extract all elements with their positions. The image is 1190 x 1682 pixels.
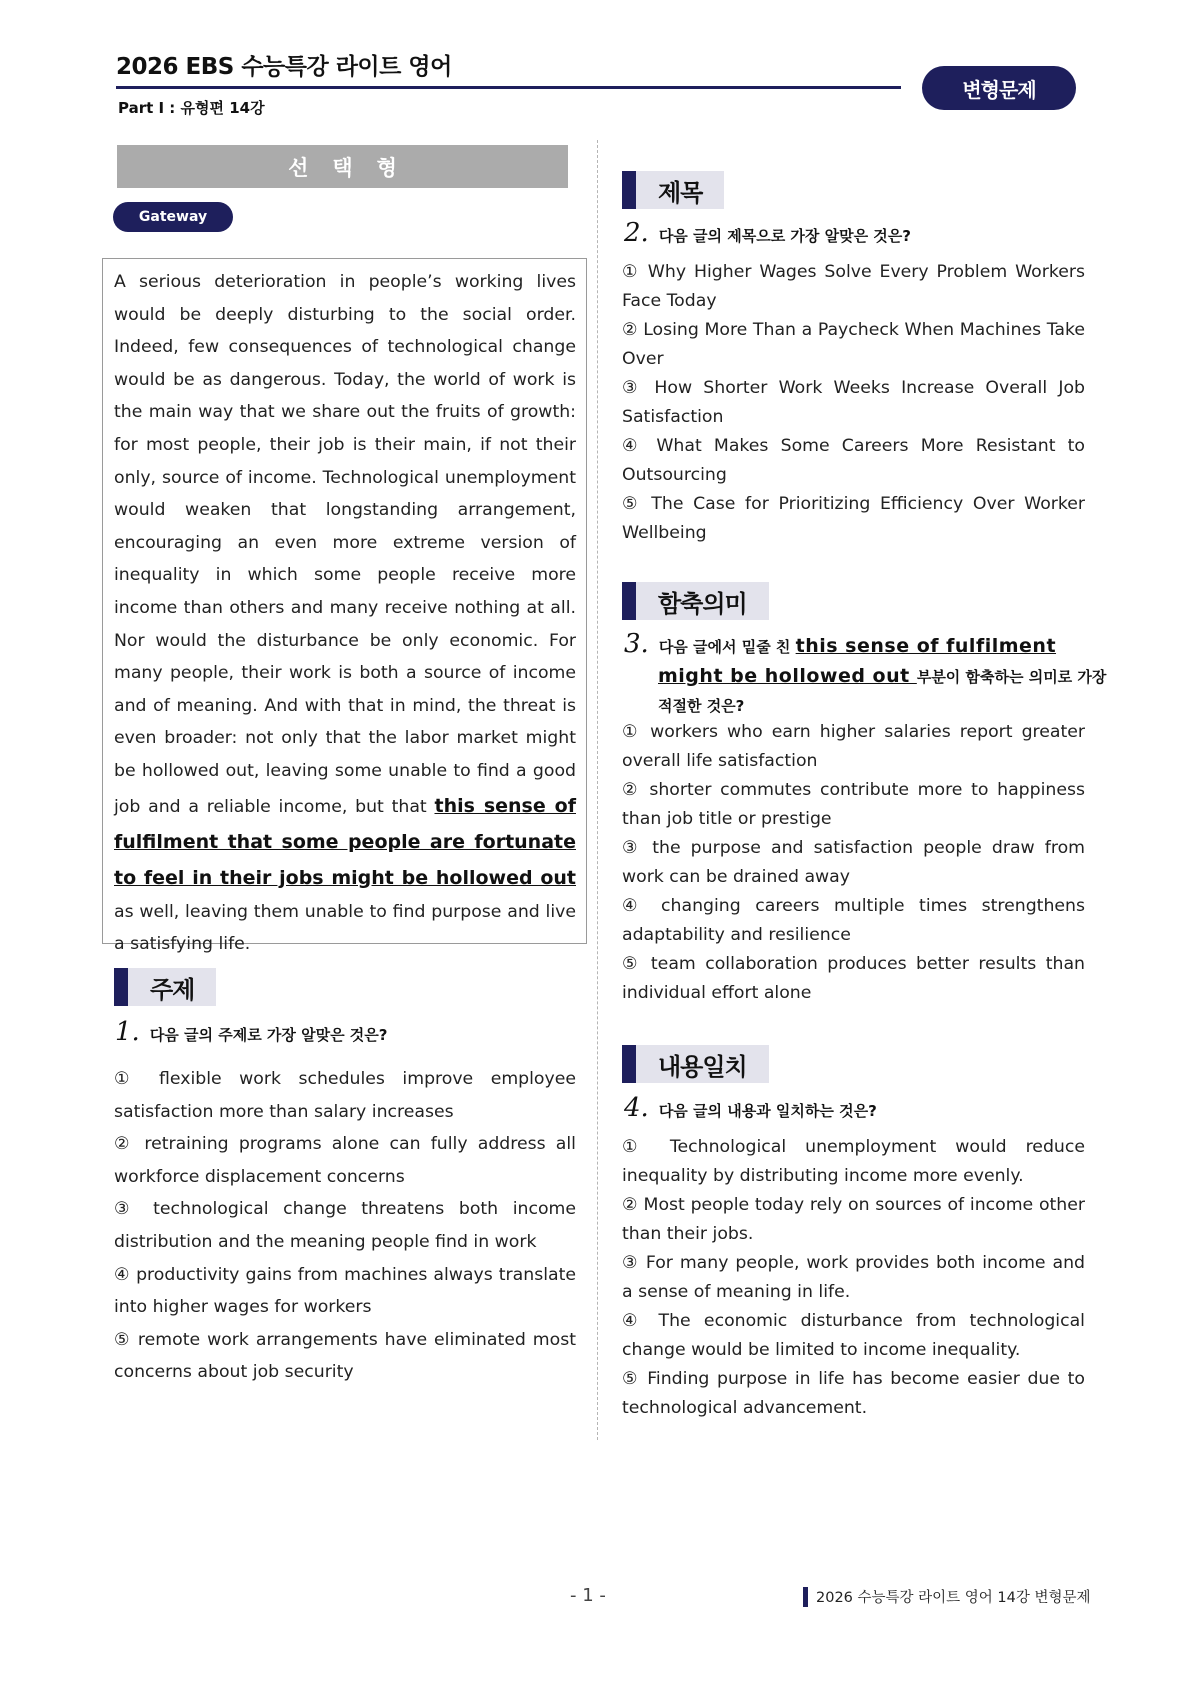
question-3 (624, 630, 1121, 721)
page-number: - 1 - (570, 1585, 606, 1606)
passage-underlined-phrase: this sense of fulfilment that some people are fortunate to feel in their jobs might be hollowed out (114, 794, 576, 889)
section-header-title (622, 171, 724, 209)
question-text: 다음 글의 제목으로 가장 알맞은 것은? (658, 227, 911, 245)
option[interactable]: ③ technological change threatens both income distribution and the meaning people find in work (114, 1199, 576, 1252)
option[interactable]: ② Losing More Than a Paycheck When Machines Take Over (622, 320, 1085, 369)
selection-type-banner: 선택형 (117, 145, 568, 188)
option[interactable]: ⑤ Finding purpose in life has become easier due to technological advancement. (622, 1369, 1085, 1418)
section-marker (622, 582, 636, 620)
option[interactable]: ② shorter commutes contribute more to happiness than job title or prestige (622, 780, 1085, 829)
option[interactable]: ② Most people today rely on sources of income other than their jobs. (622, 1195, 1085, 1244)
option[interactable]: ③ For many people, work provides both income and a sense of meaning in life. (622, 1253, 1085, 1302)
variant-badge: 변형문제 (922, 66, 1076, 110)
section-marker (114, 968, 128, 1006)
part-label: Part Ⅰ : 유형편 14강 (118, 99, 265, 117)
passage-before: A serious deterioration in people’s working lives would be deeply disturbing to the social order. Indeed, few consequences of technological change would be as dangerous. Today, the world of work is the main way that we share out the fruits of growth: for most people, their job is their main, if not their only, source of income. Technological unemployment would weaken that longstanding arrangement, encouraging an even more extreme version of inequality in which some people receive more income than others and many receive nothing at all. Nor would the disturbance be only economic. For many people, their work is both a source of income and of meaning. And with that in mind, the threat is even broader: not only that the labor market might be hollowed out, leaving some unable to find a good job and a reliable income, but that (114, 272, 576, 817)
option[interactable]: ⑤ remote work arrangements have eliminated most concerns about job security (114, 1329, 576, 1383)
question-number: 4. (624, 1093, 649, 1123)
option[interactable]: ① Why Higher Wages Solve Every Problem Workers Face Today (622, 262, 1085, 311)
question-1 (115, 1017, 585, 1047)
gateway-badge: Gateway (113, 202, 233, 232)
section-label: 함축의미 (636, 582, 769, 620)
column-divider (597, 140, 598, 1440)
option[interactable]: ⑤ team collaboration produces better results than individual effort alone (622, 954, 1085, 1003)
question-2 (624, 218, 1094, 248)
option[interactable]: ④ The economic disturbance from technological change would be limited to income inequality. (622, 1311, 1085, 1360)
footer-text: 2026 수능특강 라이트 영어 14강 변형문제 (816, 1590, 1091, 1606)
section-label: 주제 (128, 968, 216, 1006)
options-list-1 (114, 1063, 576, 1389)
option[interactable]: ① workers who earn higher salaries report greater overall life satisfaction (622, 722, 1085, 771)
option[interactable]: ④ changing careers multiple times strengthens adaptability and resilience (622, 896, 1085, 945)
section-marker (622, 171, 636, 209)
options-list-3 (622, 718, 1085, 1008)
option[interactable]: ⑤ The Case for Prioritizing Efficiency Over Worker Wellbeing (622, 494, 1085, 543)
question-number: 1. (115, 1017, 140, 1047)
options-list-4 (622, 1133, 1085, 1423)
option[interactable]: ① flexible work schedules improve employee satisfaction more than salary increases (114, 1069, 576, 1122)
passage-after: as well, leaving them unable to find purpose and live a satisfying life. (114, 901, 576, 955)
question-text: 다음 글의 내용과 일치하는 것은? (658, 1102, 877, 1120)
footer-marker (803, 1587, 808, 1607)
section-header-implication (622, 582, 769, 620)
option[interactable]: ② retraining programs alone can fully address all workforce displacement concerns (114, 1134, 576, 1187)
option[interactable]: ③ How Shorter Work Weeks Increase Overall Job Satisfaction (622, 378, 1085, 427)
question-text: 다음 글의 주제로 가장 알맞은 것은? (149, 1026, 388, 1044)
footer-label (803, 1586, 1091, 1607)
document-title: 2026 EBS 수능특강 라이트 영어 (116, 54, 452, 80)
section-marker (622, 1045, 636, 1083)
section-label: 내용일치 (636, 1045, 769, 1083)
option[interactable]: ① Technological unemployment would reduce inequality by distributing income more evenly. (622, 1137, 1085, 1186)
question-text-post: 부분이 함축하는 의미로 가장 적절한 것은? (658, 668, 1107, 715)
section-header-consistency (622, 1045, 769, 1083)
option[interactable]: ④ productivity gains from machines always translate into higher wages for workers (114, 1264, 576, 1318)
options-list-2 (622, 258, 1085, 548)
header-rule (116, 86, 901, 89)
question-underlined-phrase: this sense of fulfilment might be hollowed out (658, 635, 1057, 687)
question-text-pre: 다음 글에서 밑줄 친 (658, 638, 796, 656)
section-header-topic (114, 968, 216, 1006)
option[interactable]: ③ the purpose and satisfaction people draw from work can be drained away (622, 838, 1085, 887)
option[interactable]: ④ What Makes Some Careers More Resistant to Outsourcing (622, 436, 1085, 485)
passage-text (114, 266, 576, 961)
question-number: 2. (624, 218, 649, 248)
section-label: 제목 (636, 171, 724, 209)
question-4 (624, 1093, 1094, 1123)
question-number: 3. (624, 629, 649, 659)
